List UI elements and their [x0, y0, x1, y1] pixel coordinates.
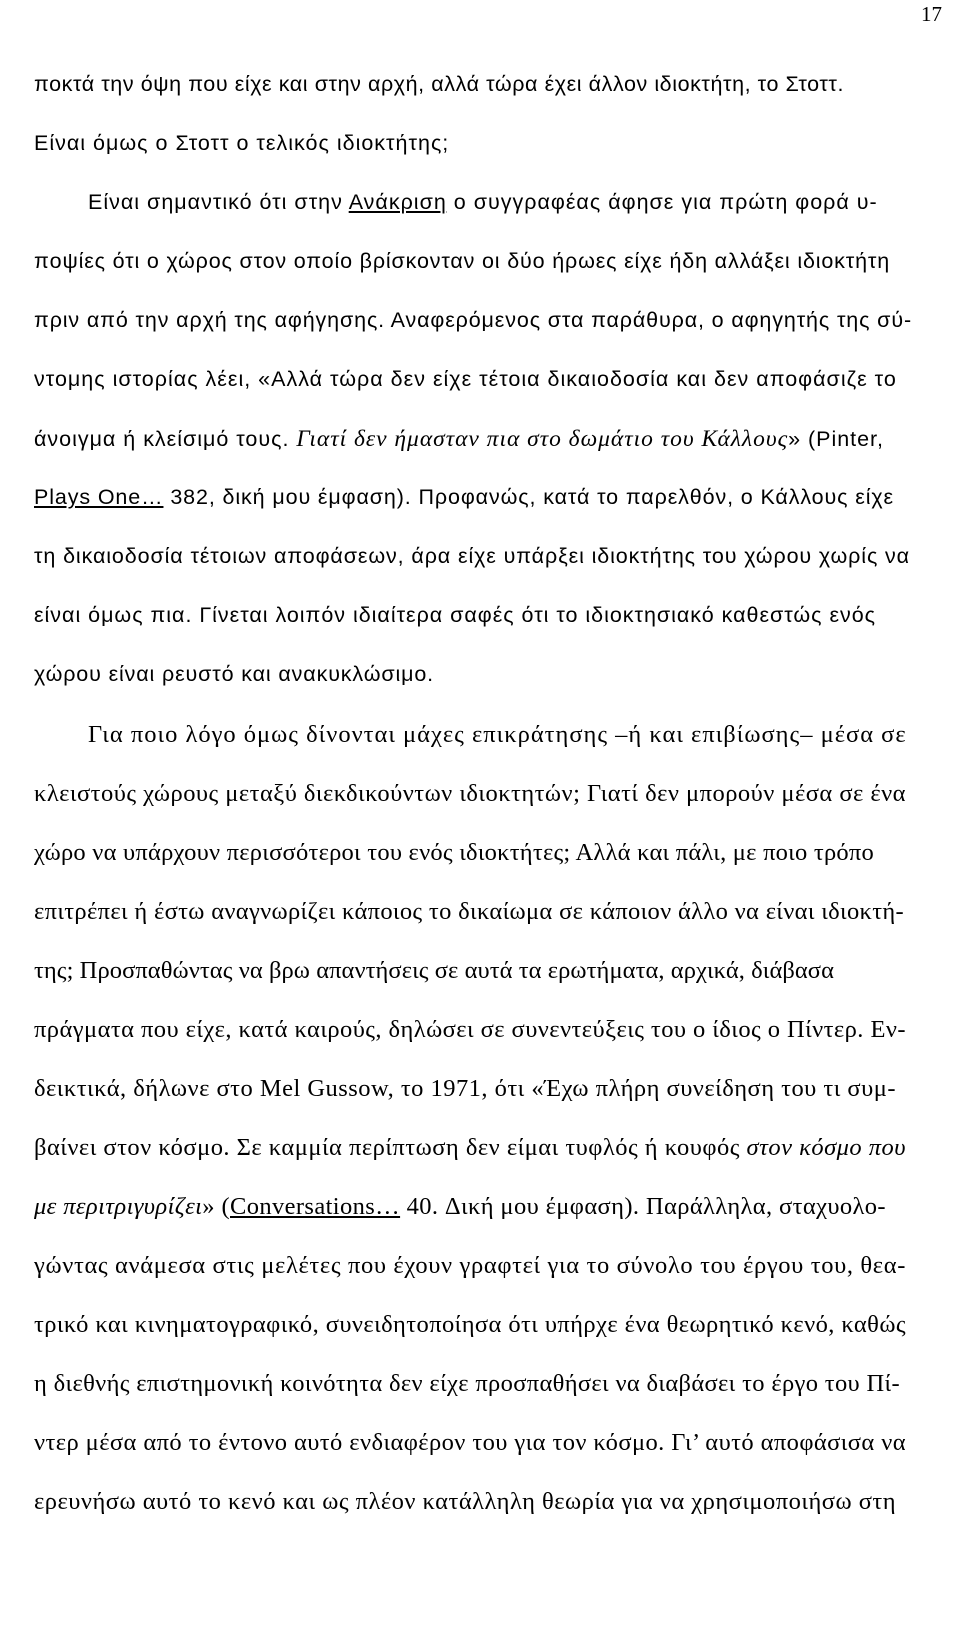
text-segment: 382, δική μου έμφαση). Προφανώς, κατά το παρελθόν, ο Κάλλους είχε — [163, 485, 894, 509]
text-segment: δεικτικά, δήλωνε στο Mel Gussow, το 1971, ότι «Έχω πλήρη συνείδηση του τι συμ- — [34, 1075, 896, 1102]
text-segment: άνοιγμα ή κλείσιμό τους. — [34, 427, 297, 451]
text-segment: ποκτά την όψη που είχε και στην αρχή, αλλά τώρα έχει άλλον ιδιοκτήτη, το Στοττ. — [34, 72, 844, 96]
text-segment: Για ποιο λόγο όμως δίνονται μάχες επικράτησης –ή και επιβίωσης– μέσα σε — [88, 721, 907, 748]
text-line — [34, 1075, 896, 1103]
text-segment: Είναι όμως ο Στοττ ο τελικός ιδιοκτήτης; — [34, 131, 450, 155]
text-segment: πoψίες ότι ο χώρος στον οποίο βρίσκονταν οι δύο ήρωες είχε ήδη αλλάξει ιδιοκτήτη — [34, 249, 890, 273]
text-segment: βαίνει στον κόσμο. Σε καμμία περίπτωση δεν είμαι τυφλός ή κουφός — [34, 1134, 747, 1161]
text-segment: ερευνήσω αυτό το κενό και ως πλέον κατάλληλη θεωρία για να χρησιμοποιήσω στη — [34, 1488, 897, 1515]
text-segment: 40. Δική μου έμφαση). Παράλληλα, σταχυολο- — [400, 1193, 886, 1220]
text-line — [34, 72, 844, 97]
emphasis-text: με περιτριγυρίζει — [34, 1193, 203, 1220]
emphasis-text: Γιατί δεν ήμασταν πια στο δωμάτιο του Κάλλους — [296, 426, 789, 452]
text-segment: κλειστούς χώρους μεταξύ διεκδικούντων ιδιοκτητών; Γιατί δεν μπορούν μέσα σε ένα — [34, 780, 906, 807]
text-line — [34, 1311, 906, 1339]
text-line — [34, 426, 884, 453]
text-line — [34, 1429, 906, 1457]
text-segment: γώντας ανάμεσα στις μελέτες που έχουν γραφτεί για το σύνολο του έργου του, θεα- — [34, 1252, 907, 1279]
citation-title: Conversations… — [230, 1193, 401, 1220]
text-segment: πράγματα που είχε, κατά καιρούς, δηλώσει σε συνεντεύξεις του ο ίδιος ο Πίντερ. Εν- — [34, 1016, 906, 1043]
text-line — [34, 1488, 896, 1516]
text-line — [34, 485, 894, 510]
text-line — [88, 190, 878, 215]
text-segment: » ( — [202, 1193, 230, 1220]
text-line — [34, 131, 449, 156]
text-line — [88, 721, 907, 749]
text-line — [34, 1370, 900, 1398]
text-segment: ντερ μέσα από το έντονο αυτό ενδιαφέρον του για τον κόσμο. Γι’ αυτό αποφάσισα να — [34, 1429, 906, 1456]
text-line — [34, 367, 897, 392]
text-line — [34, 544, 910, 569]
text-line — [34, 249, 890, 274]
text-segment: επιτρέπει ή έστω αναγνωρίζει κάποιος το δικαίωμα σε κάποιον άλλο να είναι ιδιοκτή- — [34, 898, 905, 925]
text-line — [34, 662, 434, 687]
text-line — [34, 308, 912, 333]
text-segment: ο συγγραφέας άφησε για πρώτη φορά υ- — [446, 190, 878, 214]
citation-title: Plays One… — [34, 485, 164, 509]
text-segment: χώρου είναι ρευστό και ανακυκλώσιμο. — [34, 662, 435, 686]
text-line — [34, 1252, 906, 1280]
text-segment: της; Προσπαθώντας να βρω απαντήσεις σε αυτά τα ερωτήματα, αρχικά, διάβασα — [34, 957, 835, 984]
text-line — [34, 780, 906, 808]
citation-title: Ανάκριση — [348, 190, 447, 214]
text-segment: η διεθνής επιστημονική κοινότητα δεν είχε προσπαθήσει να διαβάσει το έργο του Πί- — [34, 1370, 900, 1397]
text-segment: Είναι σημαντικό ότι στην — [88, 190, 349, 214]
text-segment: ντομης ιστορίας λέει, «Αλλά τώρα δεν είχε τέτοια δικαιοδοσία και δεν αποφάσιζε το — [34, 367, 897, 391]
text-line — [34, 957, 834, 985]
text-segment: πριν από την αρχή της αφήγησης. Αναφερόμενος στα παράθυρα, ο αφηγητής της σύ- — [34, 308, 912, 332]
text-segment: είναι όμως πια. Γίνεται λοιπόν ιδιαίτερα σαφές ότι το ιδιοκτησιακό καθεστώς ενός — [34, 603, 877, 627]
text-line — [34, 839, 874, 867]
text-line — [34, 1016, 906, 1044]
text-line — [34, 603, 876, 628]
text-segment: χώρο να υπάρχουν περισσότεροι του ενός ιδιοκτήτες; Αλλά και πάλι, με ποιο τρόπο — [34, 839, 874, 866]
text-segment: τη δικαιοδοσία τέτοιων αποφάσεων, άρα είχε υπάρξει ιδιοκτήτης του χώρου χωρίς να — [34, 544, 910, 568]
page-number: 17 — [921, 2, 942, 26]
text-segment: τρικό και κινηματογραφικό, συνειδητοποίησα ότι υπήρχε ένα θεωρητικό κενό, καθώς — [34, 1311, 906, 1338]
text-line — [34, 1193, 886, 1221]
text-line — [34, 1134, 906, 1162]
text-segment: » (Pinter, — [788, 427, 884, 451]
text-line — [34, 898, 904, 926]
emphasis-text: στον κόσμο που — [746, 1134, 907, 1161]
